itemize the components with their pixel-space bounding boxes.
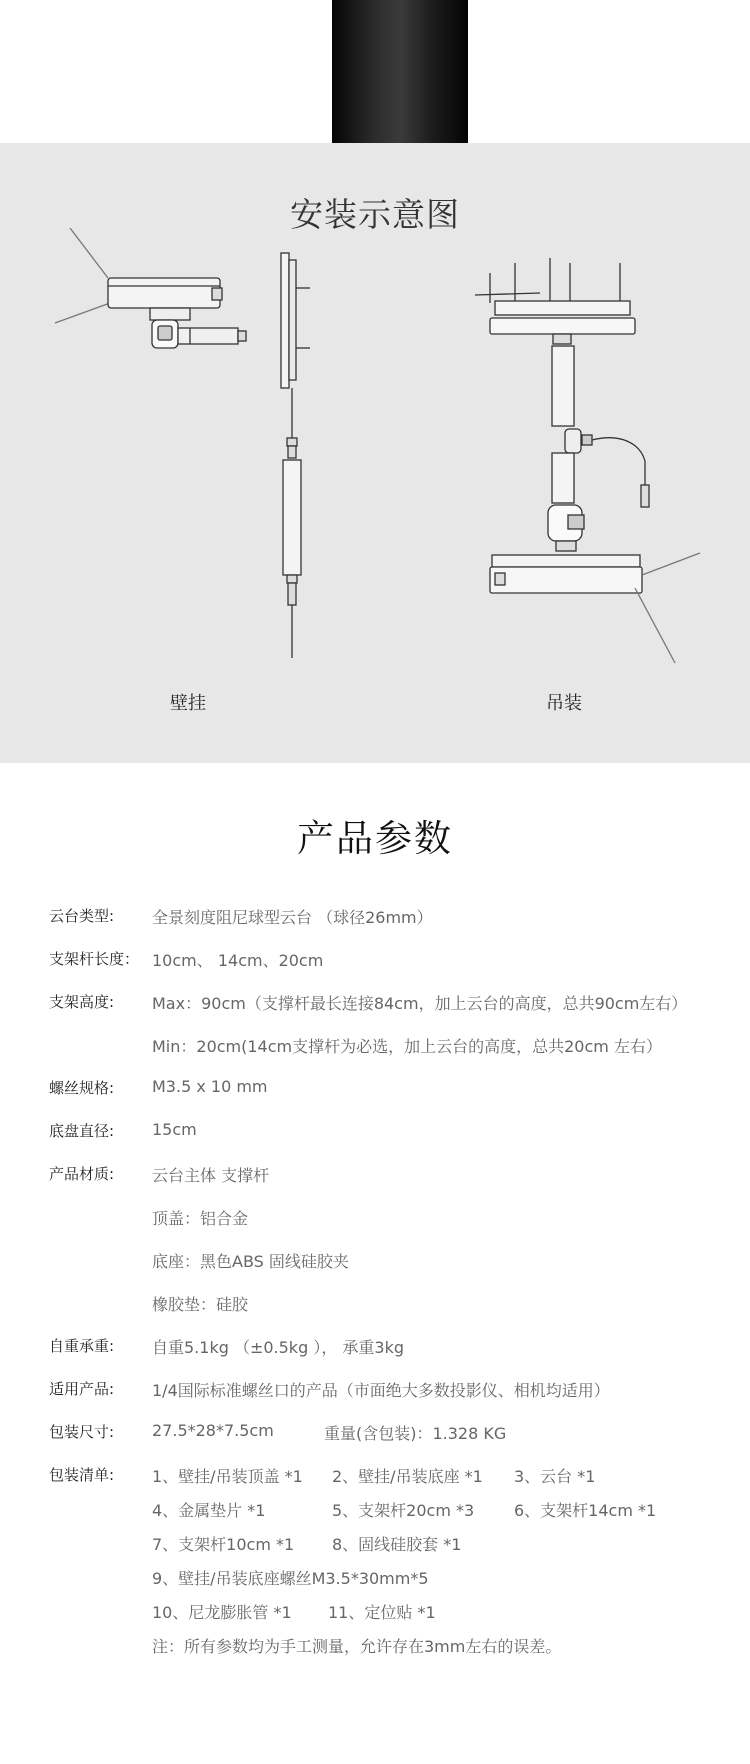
package-note — [49, 1634, 739, 1664]
param-value: Min：20cm(14cm支撑杆为必选，加上云台的高度，总共20cm 左右） — [152, 1037, 662, 1056]
param-label: 云台类型: — [49, 907, 115, 925]
param-label: 产品材质: — [49, 1165, 115, 1183]
package-item: 11、定位贴 *1 — [328, 1603, 436, 1622]
param-value: 全景刻度阻尼球型云台 （球径26mm） — [152, 908, 433, 927]
package-item: 4、金属垫片 *1 — [152, 1501, 266, 1520]
install-section-title: 安装示意图 — [290, 195, 460, 234]
param-row-height-max — [49, 991, 739, 1021]
ceiling-mount-diagram — [470, 243, 720, 713]
param-label: 包装清单: — [49, 1466, 115, 1484]
ceiling-mount-caption: 吊装 — [546, 693, 582, 714]
param-row-compatible — [49, 1378, 739, 1408]
param-row-material — [49, 1163, 739, 1193]
package-line-2 — [49, 1498, 739, 1528]
param-value: 1/4国际标准螺丝口的产品（市面绝大多数投影仪、相机均适用） — [152, 1381, 610, 1400]
wall-mount-caption: 壁挂 — [170, 693, 206, 714]
param-row-screw — [49, 1077, 739, 1107]
package-item: 2、壁挂/吊装底座 *1 — [332, 1467, 483, 1486]
param-label: 支架杆长度： — [49, 950, 140, 968]
param-row-base-diameter — [49, 1120, 739, 1150]
package-line-5 — [49, 1600, 739, 1630]
param-value: 27.5*28*7.5cm — [152, 1421, 274, 1440]
params-section-title: 产品参数 — [297, 817, 453, 860]
param-row-head-type — [49, 905, 739, 935]
package-item: 8、固线硅胶套 *1 — [332, 1535, 462, 1554]
param-value: 橡胶垫：硅胶 — [152, 1295, 249, 1314]
param-label: 螺丝规格: — [49, 1079, 115, 1097]
param-label: 底盘直径: — [49, 1122, 115, 1140]
param-value: 底座：黑色ABS 固线硅胶夹 — [152, 1252, 349, 1271]
wall-mount-diagram — [40, 228, 360, 658]
package-line-3 — [49, 1532, 739, 1562]
measurement-note: 注：所有参数均为手工测量，允许存在3mm左右的误差。 — [152, 1637, 562, 1656]
param-row-height-min — [49, 1034, 739, 1064]
param-row-weight — [49, 1335, 739, 1365]
package-item: 5、支架杆20cm *3 — [332, 1501, 475, 1520]
param-row-package-size — [49, 1421, 739, 1451]
param-value: 自重5.1kg （±0.5kg ）， 承重3kg — [152, 1338, 405, 1357]
param-label: 适用产品: — [49, 1380, 115, 1398]
param-label: 自重承重: — [49, 1337, 115, 1355]
param-row-material-cover — [49, 1206, 739, 1236]
param-value: 10cm、 14cm、20cm — [152, 951, 324, 970]
package-item: 3、云台 *1 — [514, 1467, 596, 1486]
package-line-4 — [49, 1566, 739, 1596]
param-row-rod-length — [49, 948, 739, 978]
param-value-weight: 重量(含包装)：1.328 KG — [324, 1424, 507, 1443]
param-row-material-base — [49, 1249, 739, 1279]
package-item: 10、尼龙膨胀管 *1 — [152, 1603, 292, 1622]
param-value: Max：90cm（支撑杆最长连接84cm，加上云台的高度，总共90cm左右） — [152, 994, 688, 1013]
param-row-material-pad — [49, 1292, 739, 1322]
package-item: 6、支架杆14cm *1 — [514, 1501, 657, 1520]
package-line-1 — [49, 1464, 739, 1494]
param-value: 云台主体 支撑杆 — [152, 1166, 270, 1185]
param-value: M3.5 x 10 mm — [152, 1077, 268, 1096]
param-value: 顶盖：铝合金 — [152, 1209, 249, 1228]
package-item: 7、支架杆10cm *1 — [152, 1535, 295, 1554]
package-item: 9、壁挂/吊装底座螺丝M3.5*30mm*5 — [152, 1569, 429, 1588]
product-pole-photo — [332, 0, 468, 143]
install-diagram-section — [0, 143, 750, 763]
package-item: 1、壁挂/吊装顶盖 *1 — [152, 1467, 303, 1486]
param-label: 包装尺寸: — [49, 1423, 115, 1441]
param-label: 支架高度: — [49, 993, 115, 1011]
param-value: 15cm — [152, 1120, 197, 1139]
